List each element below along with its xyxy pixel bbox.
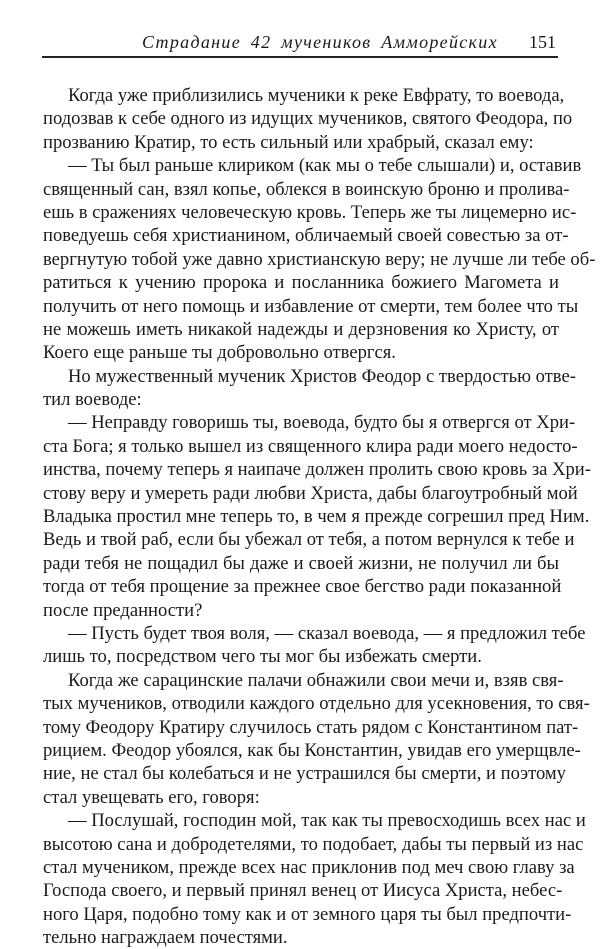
text-line: стал мучеником, прежде всех нас приклонив под меч свою главу за [43,856,575,878]
text-line: Когда уже приблизились мученики к реке Евфрату, то воевода, [68,85,565,106]
text-line: инства, почему теперь я наипаче должен пролить свою кровь за Хри- [43,459,591,481]
page-number: 151 [529,32,556,52]
text-line: вергнутую тобой уже давно христианскую веру; не лучше ли тебе об- [43,248,596,270]
paragraph [43,154,596,365]
text-line: — Неправду говоришь ты, воевода, будто бы я отвергся от Хри- [68,412,576,434]
text-line: — Ты был раньше клириком (как мы о тебе слышали) и, оставив [68,155,582,177]
text-line: тельно награждаем почестями. [43,927,288,949]
paragraph [43,622,586,669]
text-line: поведуешь себя христианином, обличаемый своей совестью за от- [43,225,569,247]
text-line: не можешь иметь никакой надежды и дерзновения ко Христу, от [43,318,559,340]
text-line: ешь в сражениях человеческую кровь. Теперь же ты лицемерно ис- [43,201,577,223]
text-line: ради тебя не пощадил бы даже и своей жизни, не получил ли бы [43,552,559,574]
paragraph [43,411,591,622]
text-line: тогда от тебя прощение за прежнее свое бегство ради показанной [43,576,562,598]
text-line: тил воеводе: [43,389,142,411]
text-line: рицием. Феодор убоялся, как бы Константин, увидав его умерщвле- [43,739,581,761]
text-line: ние, не стал бы колебаться и не устрашился бы смерти, и поэтому [43,763,566,785]
text-line: священный сан, взял копье, облекся в воинскую броню и пролива- [43,178,570,200]
paragraph [43,365,576,412]
text-line: ного Царя, подобно тому как и от земного царя ты был предпочти- [43,903,572,925]
text-line: получить от него помощь и избавление от смерти, тем более что ты [43,295,579,317]
text-line: тому Феодору Кратиру случилось стать рядом с Константином пат- [43,716,579,738]
paragraph [43,809,586,949]
running-title: Страдание 42 мучеников Амморейских [142,32,498,52]
text-line: Ведь и твой раб, если бы убежал от тебя, а потом вернулся к тебе и [43,529,575,551]
text-line: — Пусть будет твоя воля, — сказал воевода, — я предложил тебе [68,622,586,644]
paragraph [43,669,590,809]
text-line: после преданности? [43,599,203,621]
text-line: ста Бога; я только вышел из священного клира ради моего недосто- [43,435,578,457]
text-line: — Послушай, господин мой, так как ты превосходишь всех нас и [68,810,586,832]
text-line: Владыка простил мне теперь то, в чем я прежде согрешил пред Ним. [43,506,590,528]
text-line: Но мужественный мученик Христов Феодор с твердостью отве- [68,365,576,387]
text-line: стову веру и умереть ради любви Христа, дабы благоутробный мой [43,482,578,504]
text-line: подозвав к себе одного из идущих мучеников, святого Феодора, по [43,108,573,130]
text-line: тых мучеников, отводили каждого отдельно для усекновения, то свя- [43,693,590,715]
text-line: стал увещевать его, говоря: [43,786,260,808]
text-line: Коего еще раньше ты добровольно отвергся. [43,342,396,364]
page-body-text [43,84,596,949]
running-header [42,30,558,58]
text-line: ратиться к учению пророка и посланника божиего Магомета и [43,272,559,294]
text-line: высотою сана и добродетелями, то подобает, дабы ты первый из нас [43,833,584,855]
text-line: Когда же сарацинские палачи обнажили свои мечи и, взяв свя- [68,669,564,691]
text-line: Господа своего, и первый принял венец от Иисуса Христа, небес- [43,880,563,902]
paragraph [43,84,573,154]
text-line: прозванию Кратир, то есть сильный или храбрый, сказал ему: [43,131,534,153]
text-line: лишь то, посредством чего ты мог бы избежать смерти. [43,646,482,668]
